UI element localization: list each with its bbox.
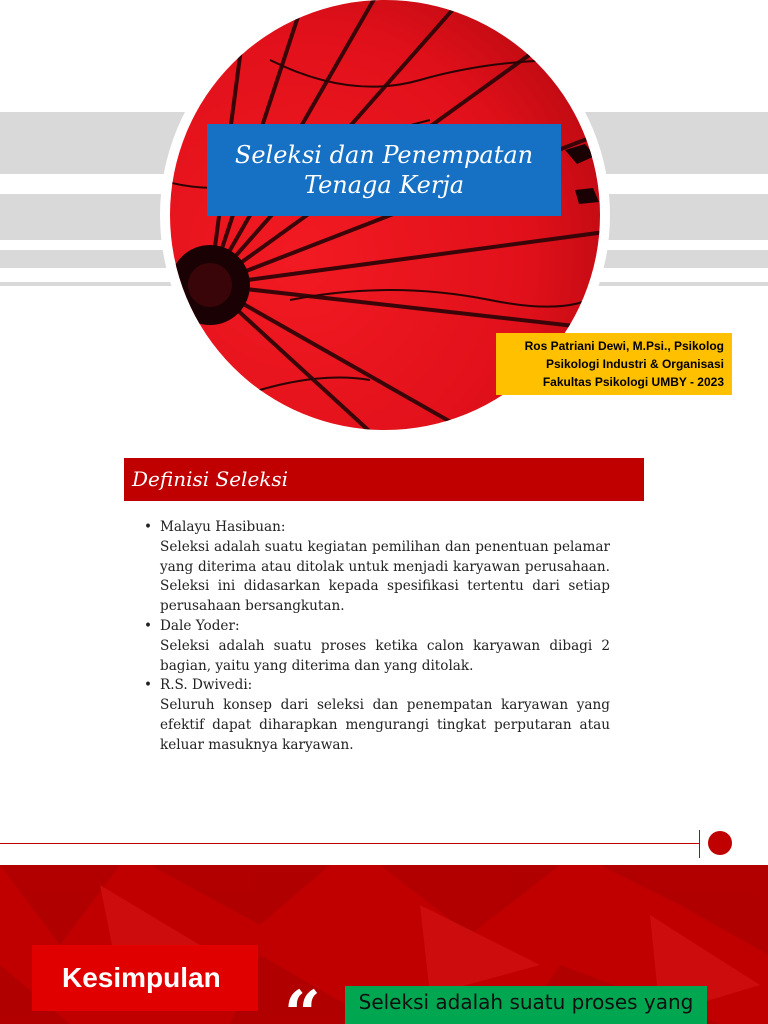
definition-text: Seleksi adalah suatu kegiatan pemilihan dan penentuan pelamar yang diterima atau ditolak untuk menjadi karyawan perusahaan. Seleksi ini didasarkan kepada spesifikasi tertentu dari setiap perusahaan bersangkutan. — [160, 538, 610, 615]
presentation-title — [207, 124, 561, 216]
section-header: Definisi Seleksi — [124, 458, 644, 501]
quote-text: Seleksi adalah suatu proses yang — [345, 986, 707, 1024]
divider-tick — [699, 830, 700, 858]
author-name: Ros Patriani Dewi, M.Psi., Psikolog — [524, 339, 724, 353]
title-line-1: Seleksi dan Penempatan — [234, 141, 534, 169]
definition-slide — [0, 440, 768, 865]
bullet-icon: • — [144, 617, 153, 634]
bullet-icon: • — [144, 677, 153, 694]
list-item — [144, 676, 610, 755]
definition-list — [144, 518, 610, 756]
conclusion-title: Kesimpulan — [32, 945, 258, 1011]
list-item — [144, 617, 610, 676]
list-item — [144, 518, 610, 617]
definition-source: Dale Yoder: — [160, 617, 240, 634]
divider-dot-icon — [708, 831, 732, 855]
conclusion-slide — [0, 865, 768, 1024]
definition-source: R.S. Dwivedi: — [160, 677, 253, 694]
definition-text: Seluruh konsep dari seleksi dan penempatan karyawan yang efektif dapat diharapkan mengurangi tingkat perputaran atau keluar masuknya karyawan. — [160, 697, 610, 753]
author-department: Psikologi Industri & Organisasi — [545, 357, 724, 371]
author-faculty: Fakultas Psikologi UMBY - 2023 — [542, 375, 724, 389]
quote-icon: “ — [284, 977, 321, 1024]
definition-source: Malayu Hasibuan: — [160, 519, 286, 535]
title-slide — [0, 0, 768, 440]
author-info — [496, 333, 732, 395]
bullet-icon: • — [144, 519, 153, 535]
definition-text: Seleksi adalah suatu proses ketika calon karyawan dibagi 2 bagian, yaitu yang diterima dan yang ditolak. — [160, 637, 610, 674]
divider-line — [0, 843, 700, 844]
title-line-2: Tenaga Kerja — [303, 171, 465, 199]
